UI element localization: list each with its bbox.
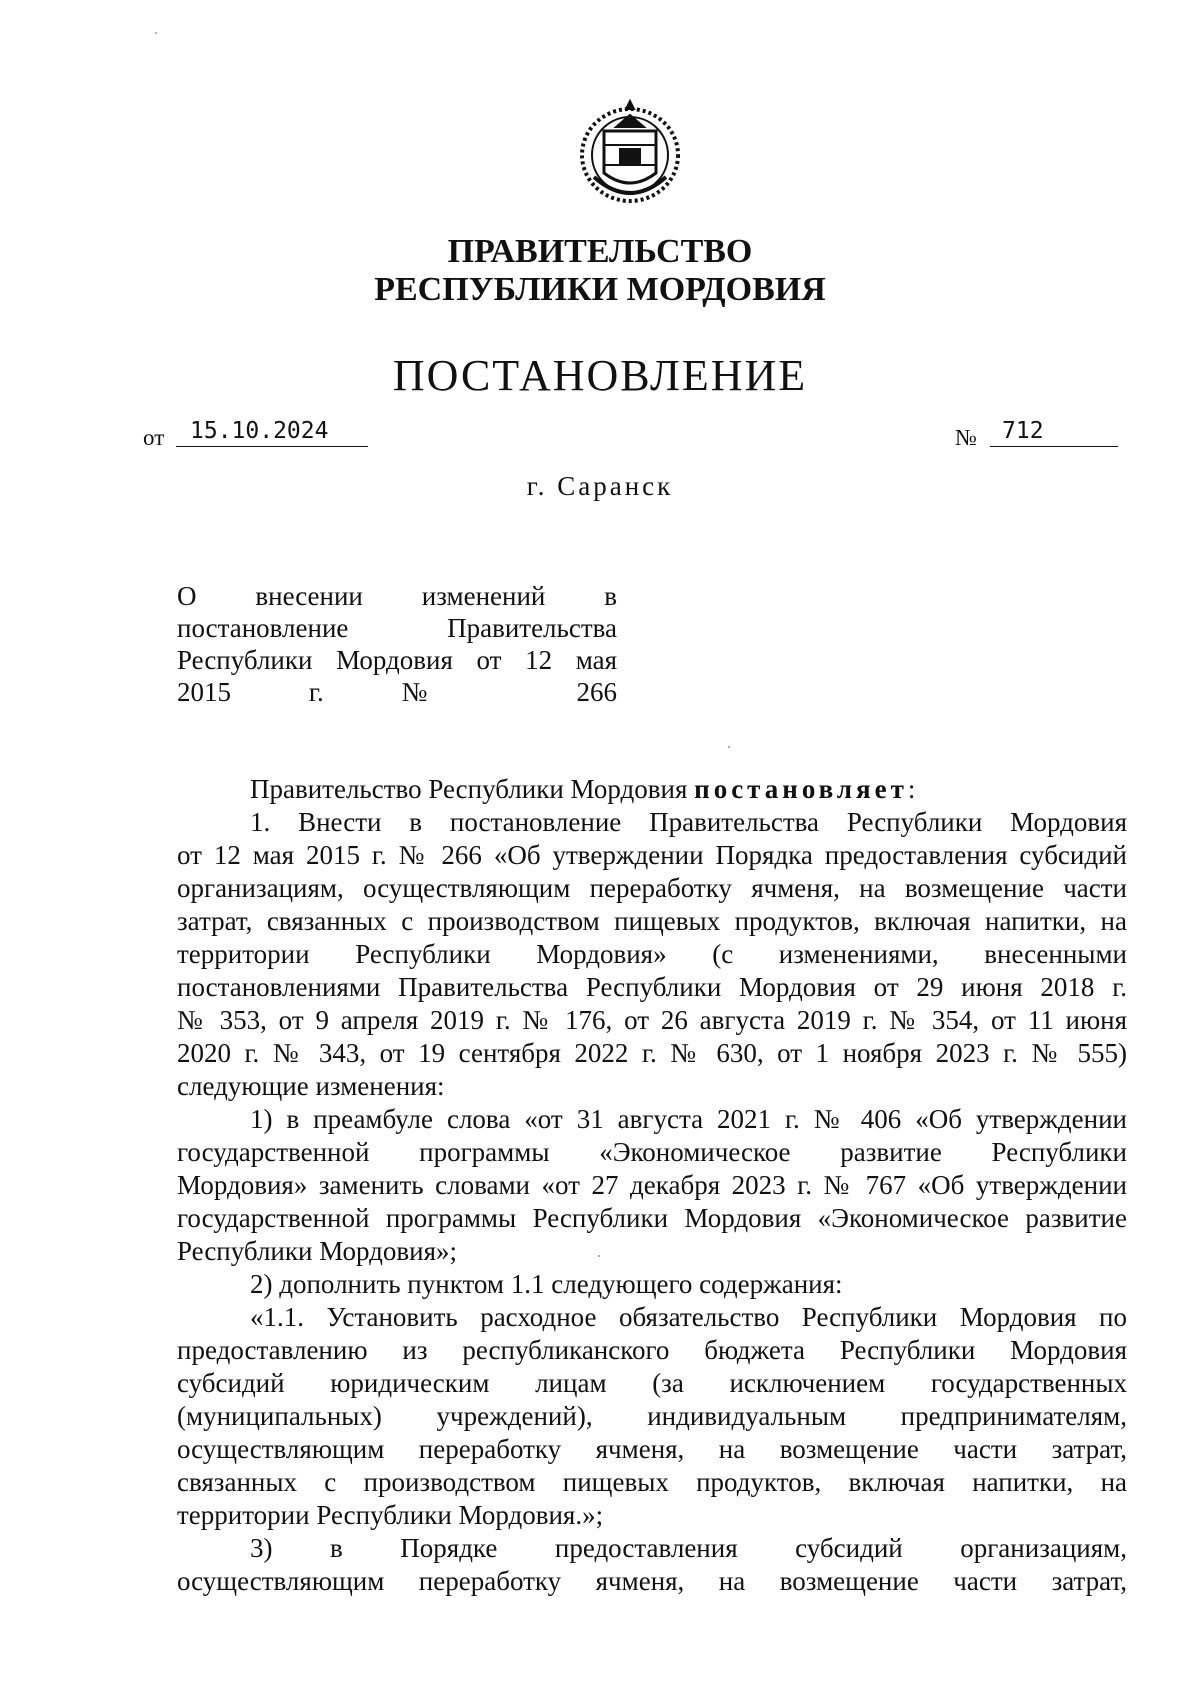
decree-body — [177, 773, 1127, 1598]
body-line: государственной программы Республики Мордовия «Экономическое развитие — [177, 1203, 1127, 1233]
body-line: субсидий юридическим лицам (за исключением государственных — [177, 1368, 1127, 1398]
body-line: следующие изменения: — [177, 1071, 445, 1101]
body-line: предоставлению из республиканского бюджета Республики Мордовия — [177, 1335, 1127, 1365]
date-underline — [176, 446, 368, 447]
body-line: осуществляющим переработку ячменя, на возмещение части затрат, — [177, 1434, 1127, 1464]
body-line: государственной программы «Экономическое развитие Республики — [177, 1137, 1127, 1167]
body-line: связанных с производством пищевых продуктов, включая напитки, на — [177, 1467, 1127, 1497]
body-line: территории Республики Мордовия» (с изменениями, внесенными — [177, 939, 1127, 969]
number-value: 712 — [1002, 418, 1044, 444]
preamble — [177, 773, 1127, 806]
city-name: г. Саранск — [526, 471, 674, 501]
scan-speck — [155, 32, 157, 34]
preamble-text: Правительство Республики Мордовия — [250, 774, 695, 804]
body-line: 2020 г. № 343, от 19 сентября 2022 г. № 630, от 1 ноября 2023 г. № 555) — [177, 1038, 1127, 1068]
document-type-title: ПОСТАНОВЛЕНИЕ — [392, 351, 808, 400]
number-underline — [990, 446, 1118, 447]
body-line: организациям, осуществляющим переработку ячменя, на возмещение части — [177, 873, 1127, 903]
body-line: Республики Мордовия»; — [177, 1236, 458, 1266]
body-line: от 12 мая 2015 г. № 266 «Об утверждении Порядка предоставления субсидий — [177, 840, 1127, 870]
scan-speck — [598, 1255, 600, 1257]
government-title-line1: ПРАВИТЕЛЬСТВО — [447, 233, 753, 270]
scan-speck — [728, 746, 730, 748]
body-line: 1) в преамбуле слова «от 31 августа 2021 г. № 406 «Об утверждении — [250, 1104, 1127, 1134]
subject-line: Республики Мордовия от 12 мая — [177, 645, 617, 675]
body-line: 2) дополнить пунктом 1.1 следующего содержания: — [250, 1269, 843, 1299]
body-line: 1. Внести в постановление Правительства Республики Мордовия — [250, 807, 1127, 837]
preamble-keyword: постановляет — [694, 774, 908, 804]
subject-line: постановление Правительства — [177, 613, 617, 643]
body-line: затрат, связанных с производством пищевых продуктов, включая напитки, на — [177, 906, 1127, 936]
date-value: 15.10.2024 — [190, 418, 329, 444]
subject-line: 2015 г. № 266 — [177, 677, 617, 707]
number-label: № — [955, 425, 977, 450]
preamble-colon: : — [907, 774, 916, 804]
body-line: территории Республики Мордовия.»; — [177, 1500, 604, 1530]
coat-of-arms-of-mordovia-icon — [574, 97, 686, 207]
date-label: от — [143, 425, 165, 450]
body-line: осуществляющим переработку ячменя, на возмещение части затрат, — [177, 1566, 1127, 1596]
body-line: «1.1. Установить расходное обязательство Республики Мордовия по — [250, 1302, 1127, 1332]
body-line: постановлениями Правительства Республики Мордовия от 29 июня 2018 г. — [177, 972, 1127, 1002]
government-title-line2: РЕСПУБЛИКИ МОРДОВИЯ — [374, 271, 826, 308]
body-line: 3) в Порядке предоставления субсидий организациям, — [250, 1533, 1127, 1563]
subject-line: О внесении изменений в — [177, 581, 617, 611]
body-line: № 353, от 9 апреля 2019 г. № 176, от 26 августа 2019 г. № 354, от 11 июня — [177, 1005, 1127, 1035]
body-line: Мордовия» заменить словами «от 27 декабря 2023 г. № 767 «Об утверждении — [177, 1170, 1127, 1200]
body-line: (муниципальных) учреждений), индивидуальным предпринимателям, — [177, 1401, 1127, 1431]
decree-subject — [177, 580, 617, 708]
